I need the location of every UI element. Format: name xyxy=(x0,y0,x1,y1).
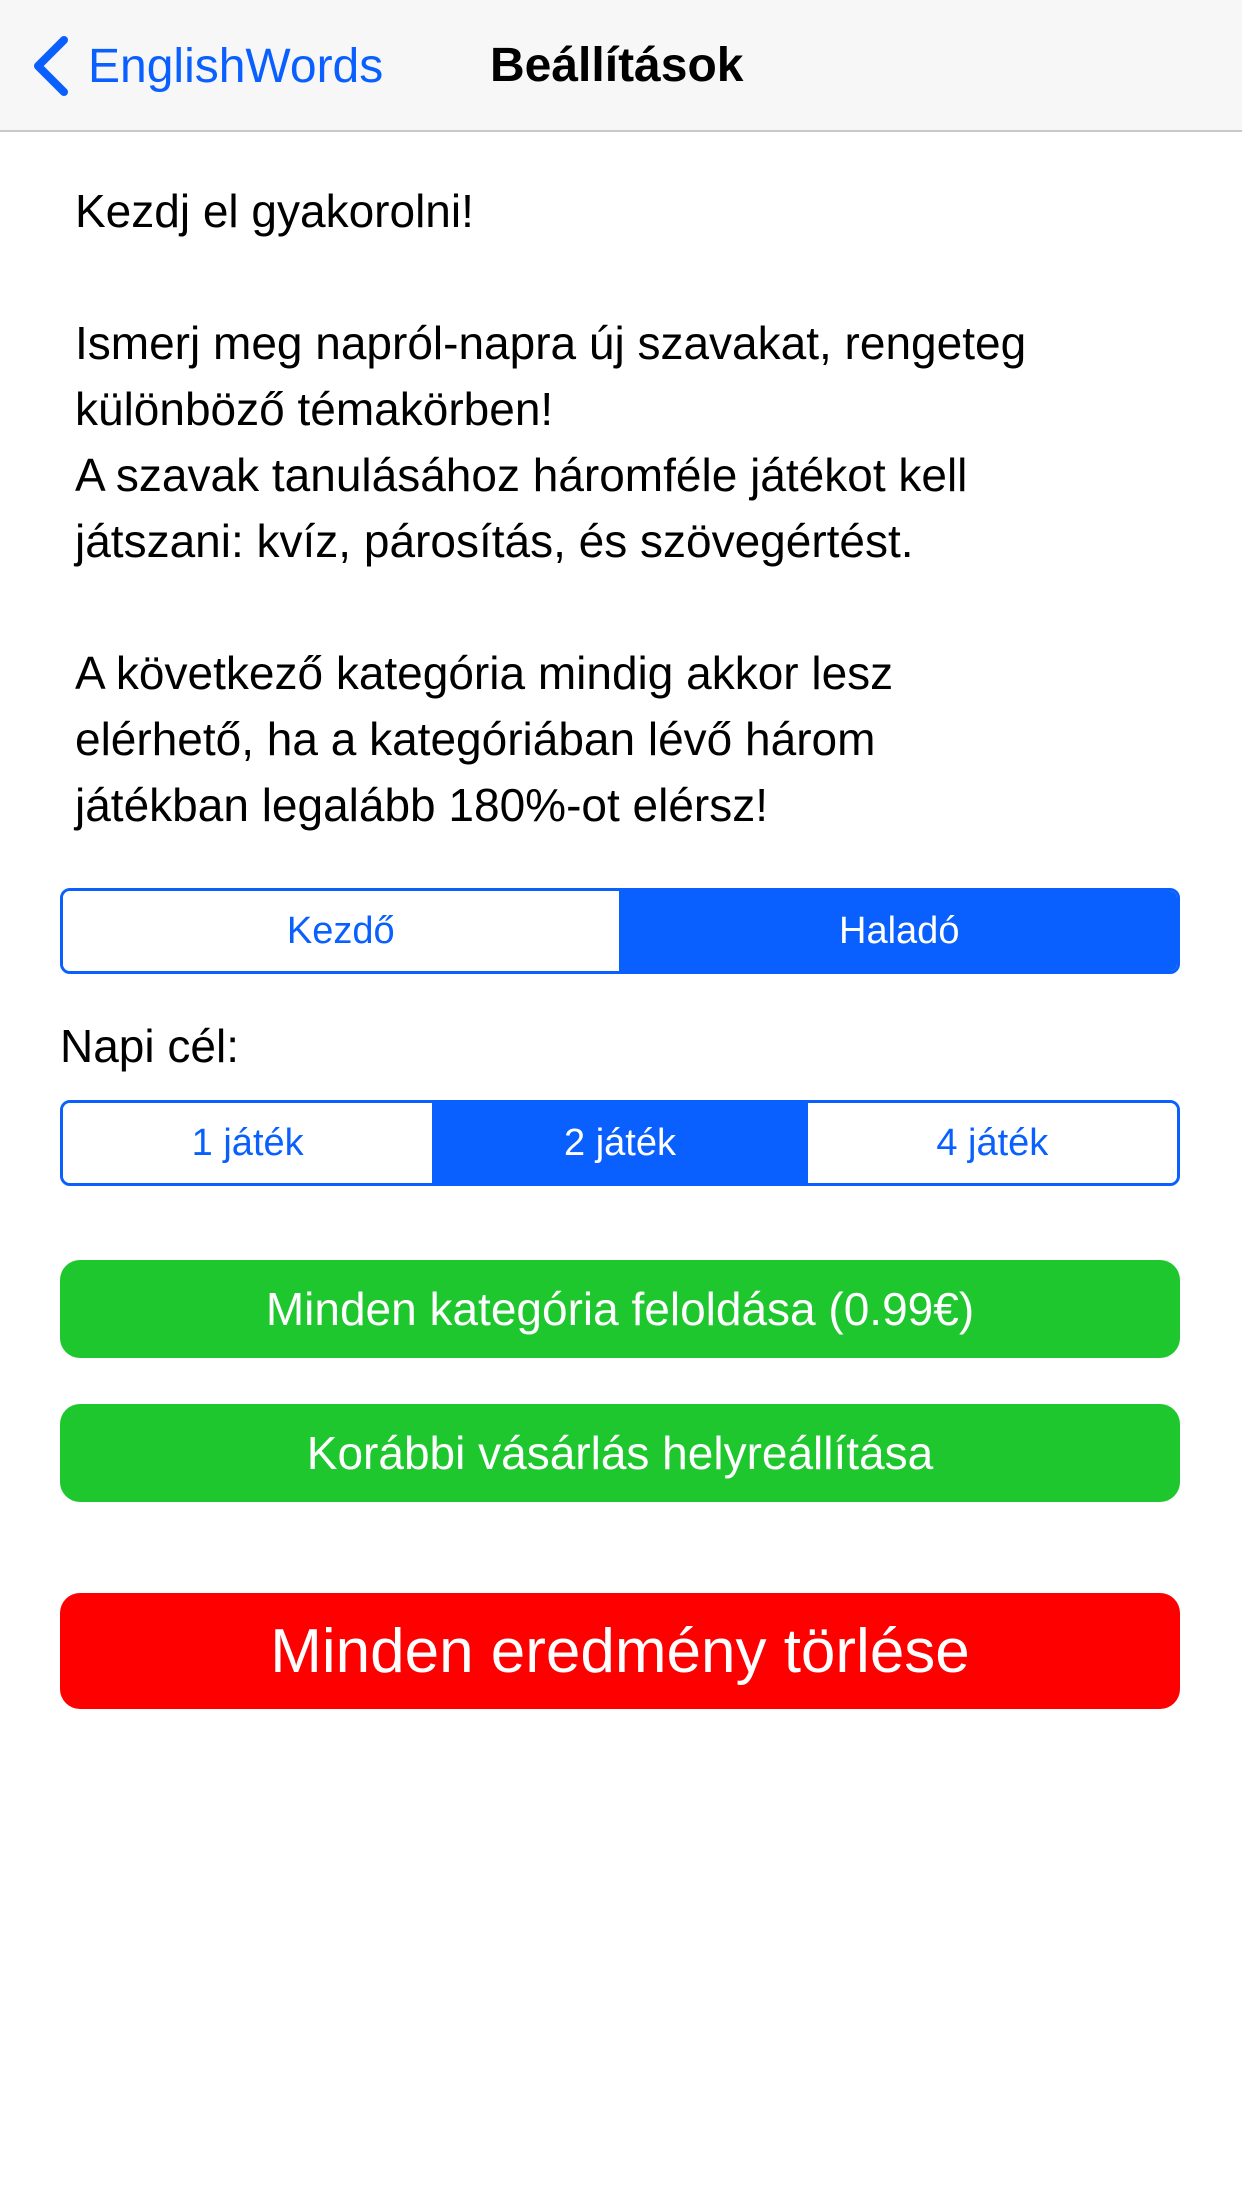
back-label: EnglishWords xyxy=(88,39,384,93)
unlock-all-categories-button[interactable]: Minden kategória feloldása (0.99€) xyxy=(60,1260,1180,1358)
back-button[interactable] xyxy=(30,30,383,102)
segment-goal-4[interactable]: 4 játék xyxy=(805,1103,1177,1183)
reset-all-results-button[interactable]: Minden eredmény törlése xyxy=(60,1593,1180,1709)
segment-goal-2[interactable]: 2 játék xyxy=(432,1103,804,1183)
restore-purchase-button[interactable]: Korábbi vásárlás helyreállítása xyxy=(60,1404,1180,1502)
segment-beginner[interactable]: Kezdő xyxy=(63,891,619,971)
navigation-bar xyxy=(0,0,1242,132)
segment-goal-1[interactable]: 1 játék xyxy=(63,1103,432,1183)
info-heading: Kezdj el gyakorolni! xyxy=(75,185,474,237)
chevron-left-icon xyxy=(30,34,70,98)
level-segmented-control xyxy=(60,888,1180,974)
daily-goal-segmented-control xyxy=(60,1100,1180,1186)
daily-goal-label: Napi cél: xyxy=(60,1020,239,1072)
info-paragraph-1: Ismerj meg napról-napra új szavakat, rengeteg különböző témakörben! A szavak tanulásához háromféle játékot kell játszani: kvíz, párosítás, és szövegértést. xyxy=(75,317,1027,567)
info-text xyxy=(75,178,1185,838)
page-title: Beállítások xyxy=(490,39,744,92)
segment-advanced[interactable]: Haladó xyxy=(619,891,1178,971)
info-paragraph-2: A következő kategória mindig akkor lesz elérhető, ha a kategóriában lévő három játékban legalább 180%-ot elérsz! xyxy=(75,647,894,831)
